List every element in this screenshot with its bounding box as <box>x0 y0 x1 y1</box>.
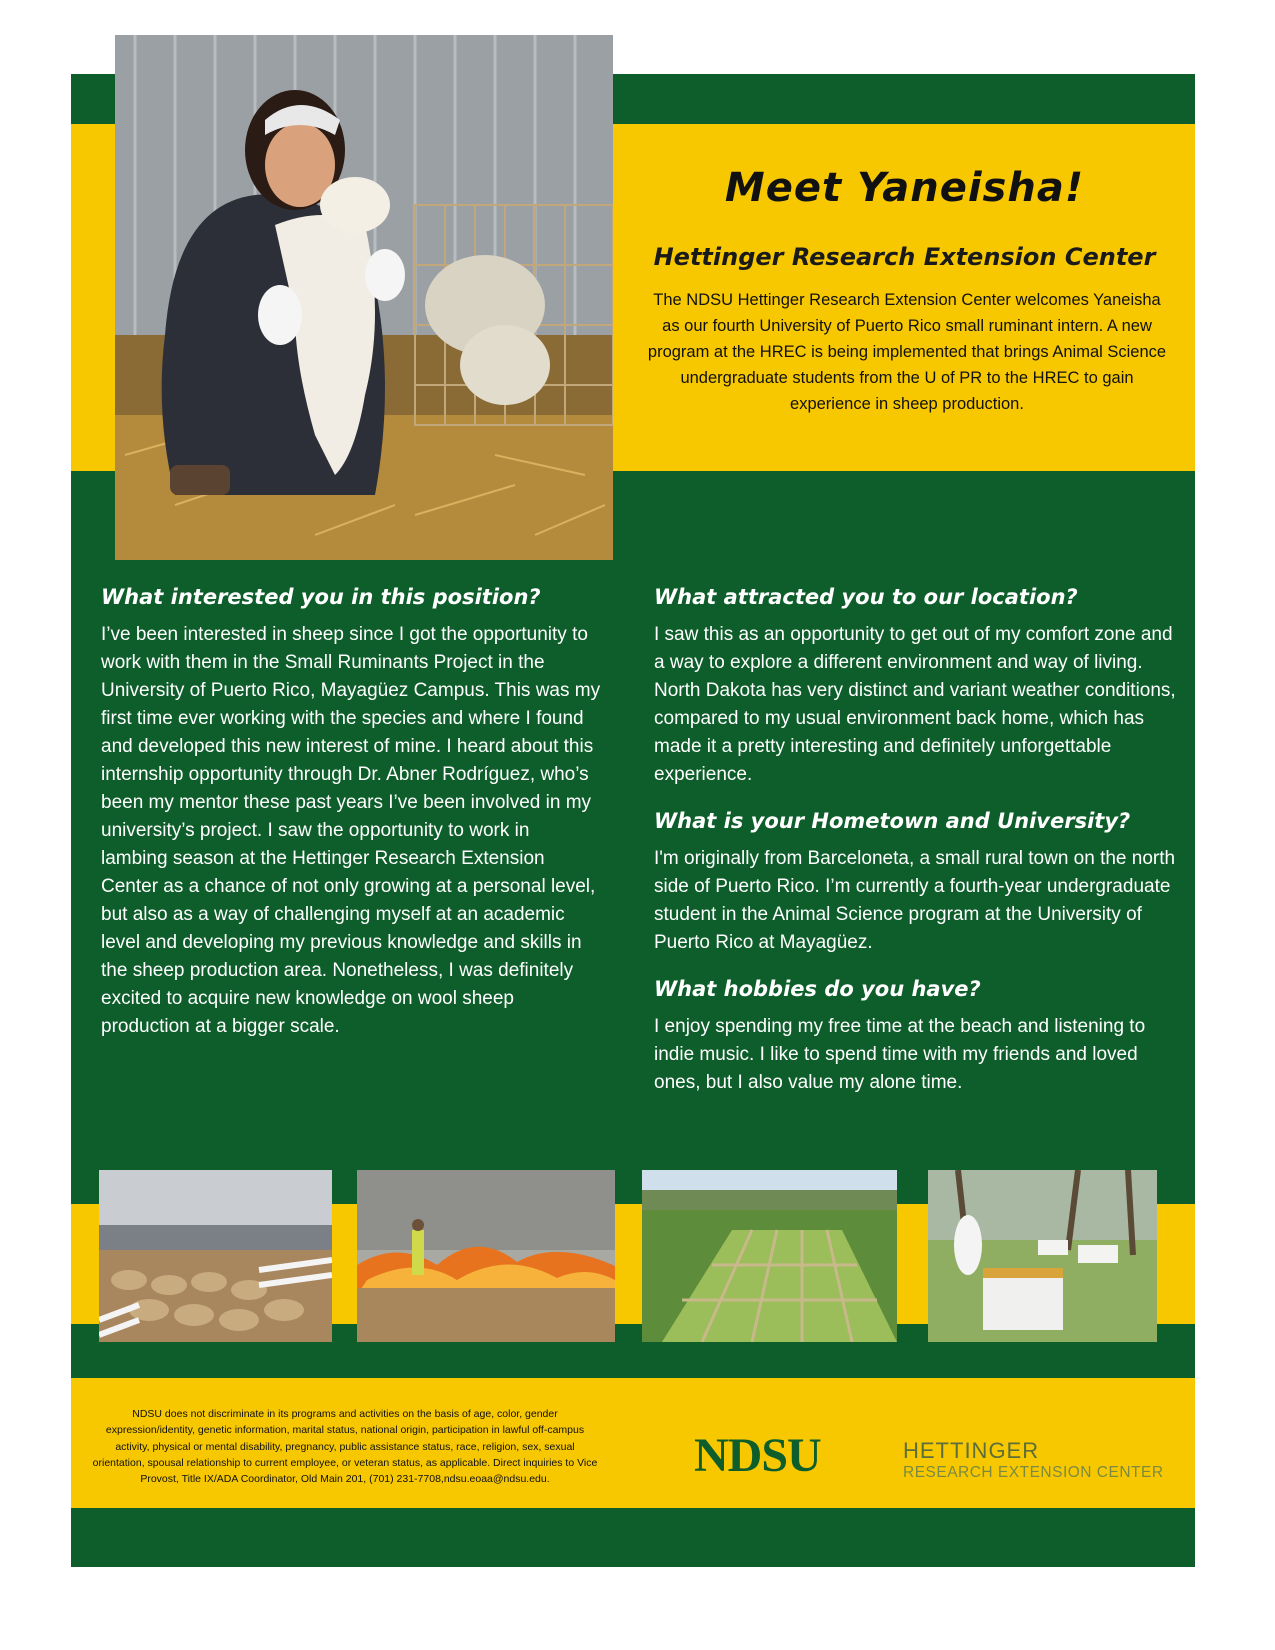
prairie-burn-photo <box>357 1170 615 1342</box>
question-heading-hobbies: What hobbies do you have? <box>654 977 981 1001</box>
answer-paragraph-hobbies: I enjoy spending my free time at the beach and listening to indie music. I like to spend time with my friends and loved ones, but I also value my alone time. <box>654 1016 1146 1093</box>
ndsu-logo: NDSU <box>694 1429 821 1482</box>
logo-research-extension-center: RESEARCH EXTENSION CENTER <box>903 1464 1164 1481</box>
answer-paragraph-interest: I’ve been interested in sheep since I got the opportunity to work with them in the Small Ruminants Project in the University of Puerto Rico, Mayagüez Campus. This was my first time ever working with the species and where I found and developed this new interest of mine. I heard about this internship opportunity through Dr. Abner Rodríguez, who’s been my mentor these past years I’ve been involved in my university’s project. I saw the opportunity to work in lambing season at the Hettinger Research Extension Center as a chance of not only growing at a personal level, but also as a way of challenging myself at an academic level and developing my previous knowledge and skills in the sheep production area. Nonetheless, I was definitely excited to acquire new knowledge on wool sheep production at a bigger scale. <box>101 624 601 1037</box>
page-title: Meet Yaneisha! <box>724 165 1085 211</box>
logo-hettinger: HETTINGER <box>903 1438 1040 1463</box>
answer-paragraph-hometown: I'm originally from Barceloneta, a small rural town on the north side of Puerto Rico. I’m currently a fourth-year undergraduate student in the Animal Science program at the University of Puerto Rico at Mayagüez. <box>654 848 1176 953</box>
beehives-photo <box>928 1170 1157 1342</box>
nondiscrimination-statement: NDSU does not discriminate in its programs and activities on the basis of age, color, gender expression/identity, genetic information, marital status, national origin, participation in lawful off-campus activity, physical or mental disability, pregnancy, public assistance status, race, religion, sex, sexual orientation, spousal relationship to current employee, or veteran status, as applicable. Direct inquiries to Vice Provost, Title IX/ADA Coordinator, Old Main 201, (701) 231-7708,ndsu.eoaa@ndsu.edu. <box>92 1408 598 1486</box>
student-with-lamb-photo <box>115 35 613 560</box>
question-heading-hometown: What is your Hometown and University? <box>654 809 1131 833</box>
question-heading-location: What attracted you to our location? <box>654 585 1078 609</box>
page-subtitle: Hettinger Research Extension Center <box>653 243 1156 271</box>
sheep-pen-photo <box>99 1170 332 1342</box>
crop-plots-aerial-photo <box>642 1170 897 1342</box>
question-heading-interest: What interested you in this position? <box>101 585 541 609</box>
intro-paragraph: The NDSU Hettinger Research Extension Center welcomes Yaneisha as our fourth University of Puerto Rico small ruminant intern. A new program at the HREC is being implemented that brings Animal Science undergraduate students from the U of PR to the HREC to gain experience in sheep production. <box>647 291 1167 413</box>
answer-paragraph-location: I saw this as an opportunity to get out of my comfort zone and a way to explore a different environment and way of living. North Dakota has very distinct and variant weather conditions, compared to my usual environment back home, which has made it a pretty interesting and definitely unforgettable experience. <box>654 624 1176 785</box>
